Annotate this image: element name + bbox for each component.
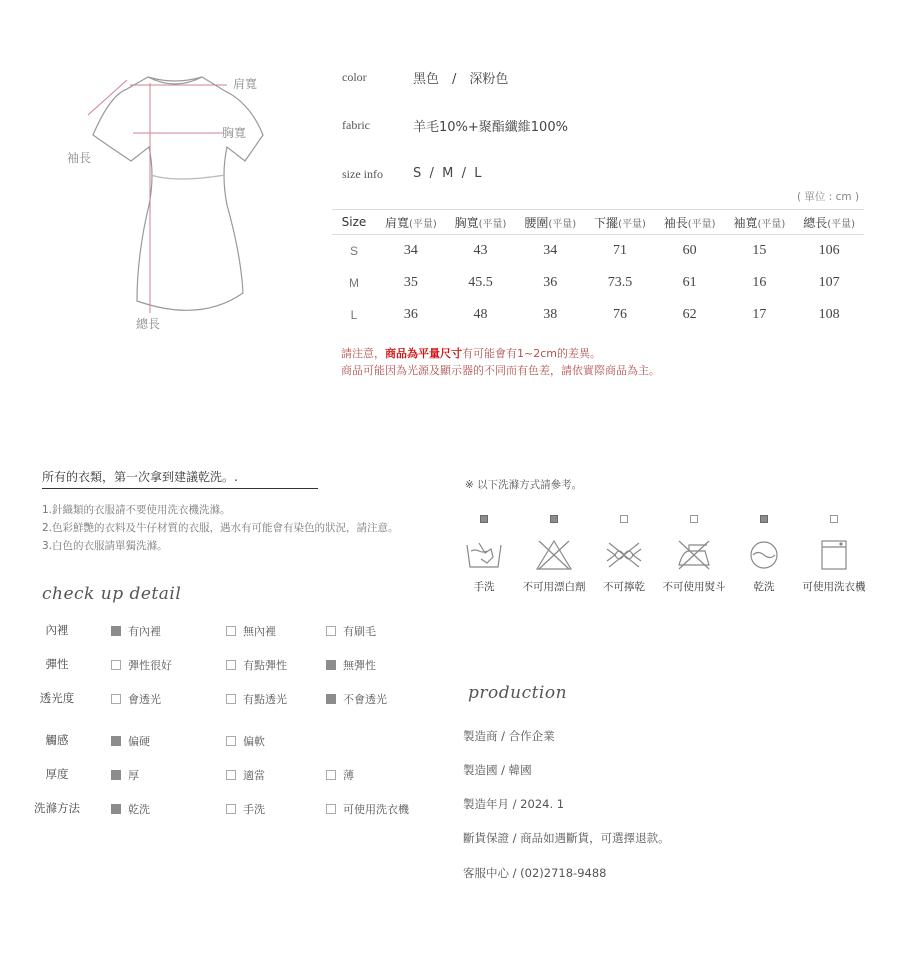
- checkup-option-label: 乾洗: [128, 803, 150, 816]
- color-key: color: [342, 70, 367, 84]
- checkup-option: [226, 733, 265, 749]
- checkup-option: [226, 623, 276, 639]
- checkup-title: check up detail: [42, 584, 182, 604]
- measure-cell: 43: [473, 243, 488, 258]
- country-line: 製造國 / 韓國: [463, 763, 532, 777]
- wash-item: [589, 515, 659, 594]
- measure-cell: 35: [403, 275, 418, 290]
- wash-check: [550, 515, 558, 523]
- checkup-option-label: 不會透光: [343, 693, 387, 706]
- chest-dim-label: 胸寬: [222, 126, 247, 140]
- checkbox-icon: [111, 770, 121, 780]
- wash-item: [449, 515, 519, 594]
- header-cell: 袖寬(平量): [725, 210, 795, 235]
- checkup-option: [111, 733, 150, 749]
- color-note: 商品可能因為光源及顯示器的不同而有色差，請依實際商品為主。: [341, 364, 660, 377]
- dry-clean-icon: [745, 539, 783, 571]
- checkup-option-label: 會透光: [128, 693, 161, 706]
- table-row: [332, 267, 864, 299]
- checkup-row-label: 洗滌方法: [34, 801, 80, 815]
- table-header-row: [332, 210, 864, 235]
- checkup-option-label: 有內裡: [128, 625, 161, 638]
- checkup-option: [111, 767, 139, 783]
- wash-check: [760, 515, 768, 523]
- checkbox-icon: [326, 694, 336, 704]
- measure-cell: 17: [752, 307, 767, 322]
- checkup-option-label: 薄: [343, 769, 354, 782]
- header-cell: Size: [332, 210, 376, 235]
- wash-title: ※ 以下洗滌方式請參考。: [465, 479, 583, 491]
- fabric-value: 羊毛10%+聚酯纖維100%: [413, 120, 568, 135]
- checkbox-icon: [326, 804, 336, 814]
- checkup-option-label: 偏硬: [128, 735, 150, 748]
- checkup-option: [226, 801, 265, 817]
- measure-cell: 48: [473, 307, 488, 322]
- checkup-option: [326, 657, 376, 673]
- checkup-option: [326, 691, 387, 707]
- customer-service-line: 客服中心 / (02)2718-9488: [463, 866, 607, 880]
- no-bleach-icon: [535, 539, 573, 571]
- measure-cell: 108: [818, 307, 840, 322]
- checkup-option: [111, 623, 161, 639]
- color-value: 黑色 / 深粉色: [413, 72, 509, 87]
- manufacturer-line: 製造商 / 合作企業: [463, 729, 555, 743]
- wash-label: 不可擰乾: [603, 581, 645, 593]
- checkbox-icon: [226, 626, 236, 636]
- measure-cell: 71: [612, 243, 627, 258]
- checkup-row-label: 觸感: [45, 733, 69, 747]
- production-title: production: [468, 683, 568, 703]
- size-key: size info: [342, 167, 383, 181]
- wash-label: 可使用洗衣機: [802, 581, 866, 593]
- unit-label: ( 單位 : cm ): [797, 191, 860, 203]
- checkup-option: [226, 767, 265, 783]
- wash-check: [480, 515, 488, 523]
- checkbox-icon: [111, 660, 121, 670]
- checkbox-icon: [326, 626, 336, 636]
- header-cell: 腰圍(平量): [515, 210, 585, 235]
- care-line: 2.色彩鮮艷的衣料及牛仔材質的衣服，遇水有可能會有染色的狀況，請注意。: [42, 522, 399, 534]
- hand-wash-icon: [465, 539, 503, 571]
- checkup-option: [326, 801, 409, 817]
- measure-cell: 107: [818, 275, 840, 290]
- measure-cell: 34: [543, 243, 558, 258]
- checkup-option: [226, 691, 287, 707]
- measure-cell: 16: [752, 275, 767, 290]
- checkup-option: [326, 623, 376, 639]
- care-title: 所有的衣類，第一次拿到建議乾洗。.: [42, 468, 318, 489]
- wash-check: [690, 515, 698, 523]
- measure-cell: 15: [752, 243, 767, 258]
- size-cell: L: [350, 308, 358, 322]
- wash-item: [659, 515, 729, 594]
- checkup-option: [111, 801, 150, 817]
- measure-cell: 45.5: [468, 275, 493, 290]
- header-cell: 袖長(平量): [655, 210, 725, 235]
- checkup-option-label: 厚: [128, 769, 139, 782]
- checkbox-icon: [326, 770, 336, 780]
- size-cell: M: [349, 276, 359, 290]
- checkup-option-label: 手洗: [243, 803, 265, 816]
- dress-diagram: [55, 65, 335, 355]
- size-value: S / M / L: [413, 166, 482, 181]
- care-line: 3.白色的衣服請單獨洗滌。: [42, 540, 168, 552]
- length-dim-label: 總長: [136, 317, 161, 331]
- checkup-option-label: 無彈性: [343, 659, 376, 672]
- fabric-key: fabric: [342, 118, 370, 132]
- wash-icons: [449, 515, 869, 594]
- checkup-option: [226, 657, 287, 673]
- checkbox-icon: [226, 804, 236, 814]
- checkup-option-label: 有點透光: [243, 693, 287, 706]
- no-iron-icon: [675, 539, 713, 571]
- wash-item: [729, 515, 799, 594]
- stock-guarantee-line: 斷貨保證 / 商品如遇斷貨，可選擇退款。: [463, 831, 670, 845]
- sleeve-dim-label: 袖長: [67, 151, 92, 165]
- checkup-option: [111, 691, 161, 707]
- checkbox-icon: [226, 736, 236, 746]
- checkup-row-label: 透光度: [39, 691, 75, 705]
- shoulder-dim-label: 肩寬: [233, 77, 258, 91]
- checkbox-icon: [111, 736, 121, 746]
- checkup-option: [326, 767, 354, 783]
- measure-cell: 36: [543, 275, 558, 290]
- checkup-option-label: 無內裡: [243, 625, 276, 638]
- header-cell: 肩寬(平量): [376, 210, 446, 235]
- measure-cell: 36: [403, 307, 418, 322]
- table-row: [332, 299, 864, 331]
- wash-label: 不可用漂白劑: [522, 581, 586, 593]
- wash-check: [830, 515, 838, 523]
- wash-item: [799, 515, 869, 594]
- checkup-option-label: 有刷毛: [343, 625, 376, 638]
- checkbox-icon: [111, 804, 121, 814]
- measure-cell: 76: [612, 307, 627, 322]
- size-cell: S: [349, 244, 358, 258]
- checkbox-icon: [226, 770, 236, 780]
- checkup-row-label: 彈性: [45, 657, 69, 671]
- checkup-option-label: 偏軟: [243, 735, 265, 748]
- checkbox-icon: [226, 694, 236, 704]
- header-cell: 胸寬(平量): [446, 210, 516, 235]
- checkup-option-label: 彈性很好: [128, 659, 172, 672]
- wash-label: 不可使用熨斗: [662, 581, 726, 593]
- size-note: 請注意，商品為平量尺寸有可能會有1~2cm的差異。: [341, 347, 601, 360]
- date-line: 製造年月 / 2024. 1: [463, 797, 565, 811]
- checkbox-icon: [326, 660, 336, 670]
- checkup-option-label: 適當: [243, 769, 265, 782]
- checkup-option: [111, 657, 172, 673]
- header-cell: 總長(平量): [794, 210, 864, 235]
- checkup-option-label: 有點彈性: [243, 659, 287, 672]
- wash-label: 手洗: [473, 581, 495, 593]
- header-cell: 下擺(平量): [585, 210, 655, 235]
- checkbox-icon: [111, 694, 121, 704]
- size-table: [332, 209, 864, 331]
- washing-machine-icon: [815, 539, 853, 571]
- measure-cell: 34: [403, 243, 418, 258]
- wash-check: [620, 515, 628, 523]
- wash-item: [519, 515, 589, 594]
- checkbox-icon: [111, 626, 121, 636]
- table-row: [332, 235, 864, 268]
- checkup-option-label: 可使用洗衣機: [343, 803, 409, 816]
- measure-cell: 106: [818, 243, 840, 258]
- measure-cell: 62: [682, 307, 697, 322]
- wash-label: 乾洗: [753, 581, 775, 593]
- measure-cell: 73.5: [607, 275, 633, 290]
- measure-cell: 38: [543, 307, 558, 322]
- checkup-row-label: 厚度: [45, 767, 69, 781]
- checkbox-icon: [226, 660, 236, 670]
- measure-cell: 61: [682, 275, 697, 290]
- no-wring-icon: [605, 539, 643, 571]
- measure-cell: 60: [682, 243, 697, 258]
- checkup-row-label: 內裡: [45, 623, 69, 637]
- care-line: 1.針織類的衣服請不要使用洗衣機洗滌。: [42, 504, 231, 516]
